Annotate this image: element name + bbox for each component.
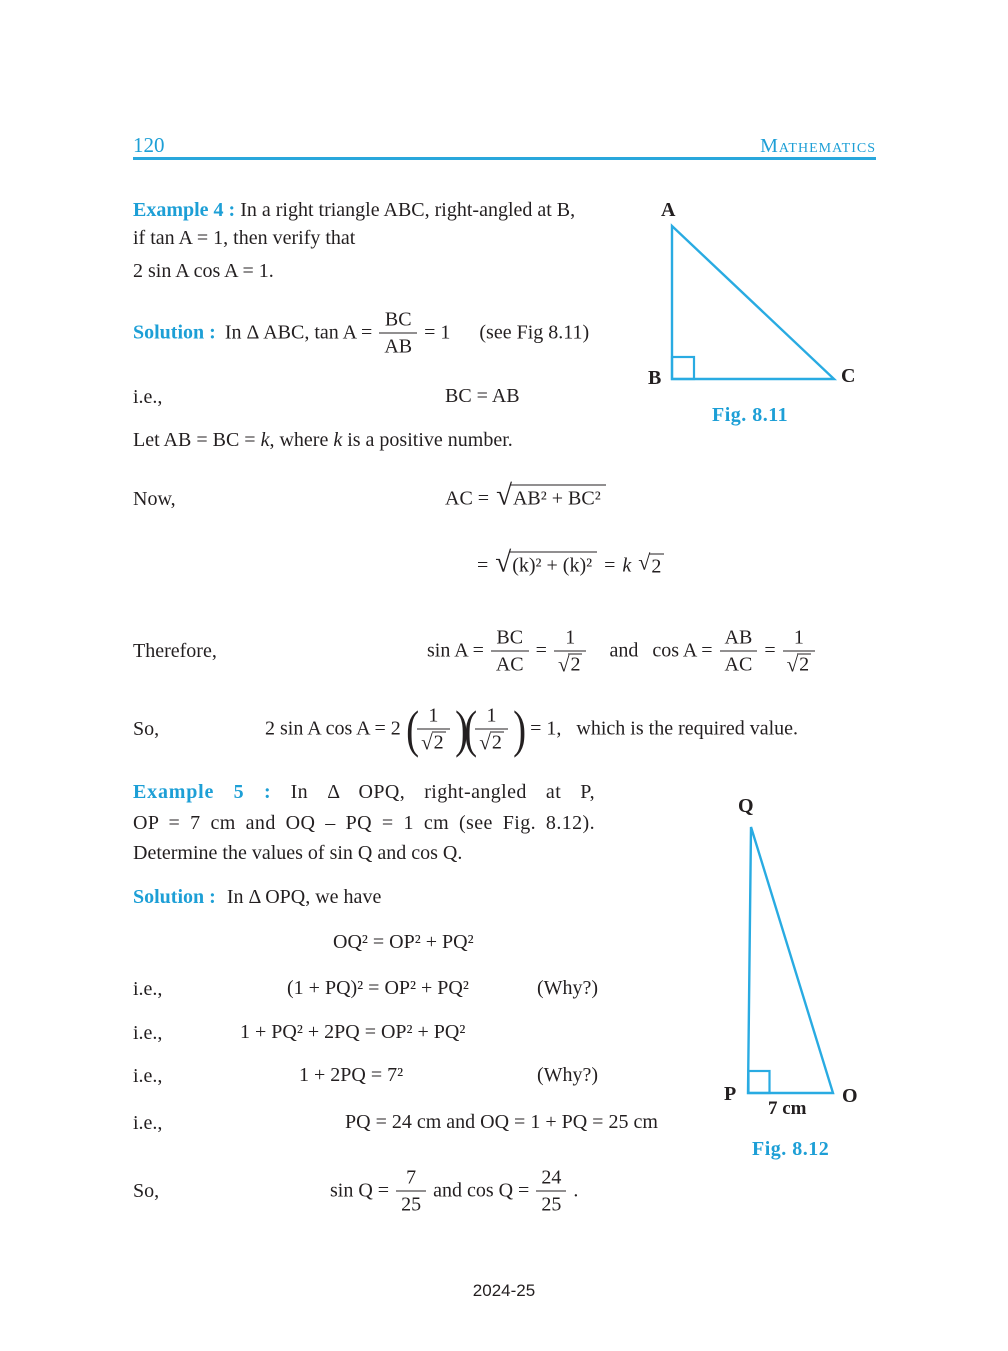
example4-text1: In a right triangle ABC, right-angled at B,: [240, 199, 576, 221]
solution5-heading: Solution :: [133, 886, 216, 908]
example4-heading: Example 4 :: [133, 199, 236, 221]
header-rule: [133, 157, 876, 160]
solution4-post: = 1: [424, 321, 451, 344]
solution5-pre: In Δ OPQ, we have: [226, 886, 382, 908]
eq-oq2: OQ² = OP² + PQ²: [333, 931, 474, 953]
let-k2: k: [333, 429, 343, 451]
so4-post: = 1,: [530, 717, 562, 740]
eq-pq24: PQ = 24 cm and OQ = 1 + PQ = 25 cm: [345, 1111, 658, 1133]
eq-sin-cos: [427, 627, 815, 676]
fig812-vertex-q-label: Q: [738, 795, 754, 817]
right-angle-marker-b: [672, 357, 694, 379]
so-label-1: So,: [133, 718, 160, 740]
sinq-mid: and cos Q =: [433, 1179, 530, 1202]
example5-solution-line: [133, 886, 381, 909]
example4-line1: [133, 199, 575, 222]
right-angle-marker-p: [749, 1071, 770, 1093]
let-line: [133, 429, 513, 452]
edition-footer: 2024-25: [472, 1281, 536, 1300]
so4-tail: which is the required value.: [576, 717, 799, 740]
ie-label-5: i.e.,: [133, 1112, 163, 1134]
eq-2sinacosa: 2 sin A cos A = 2 ( 1 √ 2 ) ( 1 √ 2 ) = 1, which is the required value.: [265, 701, 799, 758]
fig812-vertex-o-label: O: [842, 1085, 858, 1107]
eq-ac-lhs: AC =: [445, 487, 490, 510]
fraction-1-sqrt2-c: 1 √ 2: [417, 705, 450, 754]
let-pre: Let AB = BC =: [133, 429, 261, 451]
therefore-label: Therefore,: [133, 640, 217, 662]
sentence-dot: .: [573, 1179, 579, 1202]
solution4-heading: Solution :: [133, 321, 216, 344]
cosA-lhs: cos A =: [652, 639, 713, 662]
let-k1: k: [260, 429, 270, 451]
fig811-caption: Fig. 8.11: [712, 404, 789, 426]
ie-label-2: i.e.,: [133, 978, 163, 1000]
example4-line2: if tan A = 1, then verify that: [133, 227, 356, 249]
solution4-pre: In Δ ABC, tan A =: [224, 321, 373, 344]
ie-label-3: i.e.,: [133, 1022, 163, 1044]
therefore-eq1: =: [535, 639, 547, 662]
let-mid: , where: [269, 429, 334, 451]
fraction-bc-ac: $\frac{BC}{AC}$: [491, 627, 529, 676]
radical-ab2-bc2: √ AB² + BC²: [496, 485, 606, 514]
example4-solution-line: [133, 309, 589, 358]
fraction-ab-ac: $\frac{AB}{AC}$: [720, 627, 758, 676]
fraction-1-sqrt2-b: 1 √ 2: [783, 627, 816, 676]
fraction-24-25: $\frac{24}{25}$: [536, 1167, 566, 1216]
eq-k-radical: [477, 546, 664, 581]
fig-8-11-triangle: [640, 196, 855, 391]
why-1: (Why?): [537, 977, 599, 999]
fraction-bc-ab: $\frac{BC}{AB}$: [379, 309, 417, 358]
fraction-1-sqrt2-d: 1 √ 2: [475, 705, 508, 754]
eq2-k: k: [622, 554, 632, 577]
sinQ-lhs: sin Q =: [330, 1179, 390, 1202]
eq-sinq-cosq: [330, 1167, 578, 1216]
solution4-figref: (see Fig 8.11): [479, 321, 590, 344]
fraction-1-sqrt2-a: 1 √ 2: [554, 627, 587, 676]
fig811-vertex-a-label: A: [661, 199, 676, 221]
and-connector: and: [609, 639, 639, 662]
example4-line3: 2 sin A cos A = 1.: [133, 260, 274, 282]
radical-k2-k2: √ (k)² + (k)²: [495, 552, 597, 581]
fig812-vertex-p-label: P: [724, 1083, 737, 1105]
fraction-7-25: $\frac{7}{25}$: [396, 1167, 426, 1216]
fig812-base-length-label: 7 cm: [768, 1098, 807, 1119]
subject-header: Mathematics: [760, 135, 876, 157]
eq-1plus2pq: 1 + 2PQ = 7²: [299, 1064, 404, 1086]
so4-pre: 2 sin A cos A = 2: [265, 717, 401, 740]
fig812-caption: Fig. 8.12: [752, 1138, 830, 1160]
therefore-eq2: =: [764, 639, 776, 662]
example5-line1: [133, 781, 595, 804]
so-label-2: So,: [133, 1180, 160, 1202]
radical-2: √ 2: [638, 554, 664, 579]
now-label: Now,: [133, 488, 176, 510]
fig811-vertex-c-label: C: [841, 365, 856, 387]
eq-ac-radical: [445, 479, 606, 514]
eq-bc-ab: BC = AB: [445, 385, 520, 407]
why-2: (Why?): [537, 1064, 599, 1086]
eq-1plus-pq-sq: (1 + PQ)² = OP² + PQ²: [287, 977, 469, 999]
fig811-vertex-b-label: B: [648, 367, 662, 389]
eq2-equals1: =: [477, 554, 489, 577]
example5-heading: Example 5 :: [133, 781, 272, 803]
ie-label-1: i.e.,: [133, 386, 163, 408]
let-post: is a positive number.: [342, 429, 513, 451]
eq-expanded: 1 + PQ² + 2PQ = OP² + PQ²: [240, 1021, 466, 1043]
page-number: 120: [133, 133, 165, 157]
sinA-lhs: sin A =: [427, 639, 484, 662]
eq2-equals2: =: [604, 554, 616, 577]
fig-8-12-triangle: [700, 790, 870, 1102]
example5-line3: Determine the values of sin Q and cos Q.: [133, 842, 463, 864]
ie-label-4: i.e.,: [133, 1065, 163, 1087]
example5-text1: In Δ OPQ, right-angled at P,: [290, 781, 595, 803]
example5-line2: OP = 7 cm and OQ – PQ = 1 cm (see Fig. 8.12).: [133, 812, 595, 834]
